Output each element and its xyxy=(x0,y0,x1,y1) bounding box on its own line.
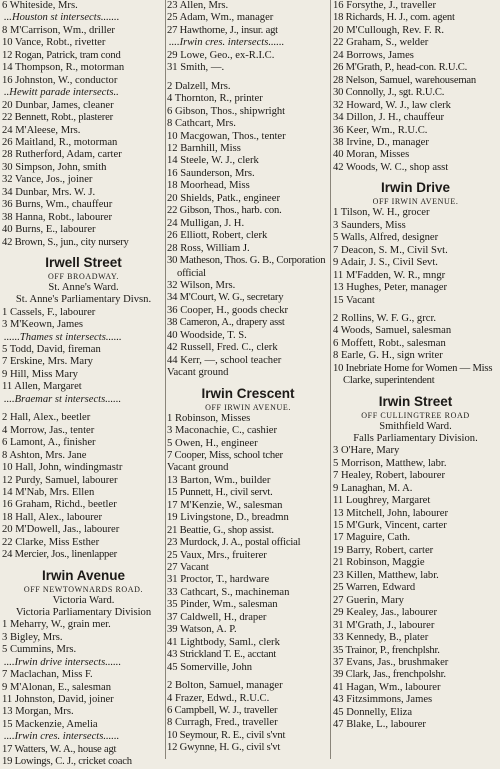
residents-list xyxy=(333,207,498,387)
directory-entry: 23 Murdock, J. A., postal official xyxy=(167,537,301,549)
directory-entry: 9 Adair, J. S., Civil Sevt. xyxy=(333,257,438,269)
directory-entry: 35 Pinder, Wm., salesman xyxy=(167,599,278,611)
directory-entry: 2 Hall, Alex., beetler xyxy=(2,412,91,424)
directory-entry: Vacant ground xyxy=(167,367,229,379)
directory-entry: 44 Kerr, —, school teacher xyxy=(167,354,282,366)
directory-entry: 38 Cameron, A., drapery asst xyxy=(167,317,285,329)
directory-entry: 18 Richards, H. J., com. agent xyxy=(333,12,455,24)
directory-entry: 27 Guerin, Mary xyxy=(333,594,404,606)
directory-entry: 10 Macgowan, Thos., tenter xyxy=(167,130,286,142)
directory-entry: 32 Howard, W. J., law clerk xyxy=(333,99,451,111)
directory-entry: 25 Warren, Edward xyxy=(333,582,416,594)
directory-entry: 9 Hill, Miss Mary xyxy=(2,368,78,380)
directory-entry: 7 Healey, Robert, labourer xyxy=(333,470,445,482)
directory-entry: 8 M'Carrison, Wm., driller xyxy=(2,24,115,36)
directory-entry: 28 Nelson, Samuel, warehouseman xyxy=(333,74,476,86)
directory-entry: 25 Vaux, Mrs., fruiterer xyxy=(167,549,267,561)
directory-entry: 28 Ross, William J. xyxy=(167,242,250,254)
directory-entry: 34 Dunbar, Mrs. W. J. xyxy=(2,186,96,198)
directory-entry: 40 Moran, Misses xyxy=(333,149,410,161)
directory-entry: 14 Thompson, R., motorman xyxy=(2,62,125,74)
directory-entry: 36 Keer, Wm., R.U.C. xyxy=(333,124,428,136)
directory-entry: 19 Lowings, C. J., cricket coach xyxy=(2,756,132,768)
directory-entry: 11 Allen, Margaret xyxy=(2,381,82,393)
directory-entry: 16 Johnston, W., conductor xyxy=(2,74,118,86)
residents-list xyxy=(2,307,165,562)
directory-entry: 1 Cassels, F., labourer xyxy=(2,306,96,318)
column-1 xyxy=(2,0,165,768)
directory-entry: 7 Maclachan, Miss F. xyxy=(2,669,93,681)
directory-entry: 12 Gwynne, H. G., civil s'vt xyxy=(167,742,281,754)
column-3 xyxy=(333,0,498,759)
directory-entry: 18 Hall, Alex., labourer xyxy=(2,511,103,523)
street-location: OFF CULLINGTREE ROAD xyxy=(361,410,470,420)
street-heading: Irwin Drive xyxy=(380,180,451,196)
directory-entry: 10 Inebriate Home for Women — Miss Clarke, superintendent xyxy=(333,362,493,387)
directory-entry: 16 Forsythe, J., traveller xyxy=(333,0,436,11)
ward-name: St. Anne's Ward. xyxy=(48,282,119,294)
directory-entry: 3 Bigley, Mrs. xyxy=(2,631,63,643)
directory-entry: 26 Maitland, R., motorman xyxy=(2,136,118,148)
directory-entry: 4 Thornton, R., printer xyxy=(167,93,263,105)
directory-entry: 12 Rogan, Patrick, tram cond xyxy=(2,49,121,61)
directory-entry: 9 M'Alonan, E., salesman xyxy=(2,681,112,693)
street-heading: Irwin Crescent xyxy=(201,385,295,401)
directory-entry: 12 Purdy, Samuel, labourer xyxy=(2,474,118,486)
directory-entry: 24 Mulligan, J. H. xyxy=(167,217,245,229)
street-location: OFF IRWIN AVENUE. xyxy=(372,197,459,207)
directory-entry: 30 Simpson, John, smith xyxy=(2,161,107,173)
directory-entry: 6 Gibson, Thos., shipwright xyxy=(167,105,286,117)
directory-entry: 10 Hall, John, windingmastr xyxy=(2,462,123,474)
directory-entry: 20 M'Cullough, Rev. F. R. xyxy=(333,24,445,36)
directory-entry: 3 M'Keown, James xyxy=(2,319,84,331)
directory-entry: 4 Morrow, Jas., tenter xyxy=(2,424,95,436)
directory-entry: 33 Cathcart, S., machineman xyxy=(167,586,290,598)
directory-entry: 41 Hagan, Wm., labourer xyxy=(333,681,441,693)
directory-entry: 34 M'Court, W. G., secretary xyxy=(167,292,284,304)
directory-entry: 15 M'Gurk, Vincent, carter xyxy=(333,520,447,531)
directory-entry: 42 Brown, S., jun., city nursery xyxy=(2,236,129,248)
directory-entry: 42 Woods, W. C., shop asst xyxy=(333,161,449,173)
directory-entry: 2 Dalzell, Mrs. xyxy=(167,80,231,92)
directory-entry: 13 Morgan, Mrs. xyxy=(2,706,74,718)
street-location: OFF NEWTOWNARDS ROAD. xyxy=(23,584,144,594)
directory-entry: 8 Cathcart, Mrs. xyxy=(167,118,236,130)
directory-entry: 5 Owen, H., engineer xyxy=(167,437,258,449)
intersection-note: ....Irwin cres. intersects...... xyxy=(4,731,120,743)
directory-entry: 43 Strickland T. E., acctant xyxy=(167,649,277,661)
directory-entry: 30 Connolly, J., sgt. R.U.C. xyxy=(333,87,445,99)
directory-entry: 8 Curragh, Fred., traveller xyxy=(167,717,278,729)
intersection-note: ....Braemar st intersects...... xyxy=(4,393,122,405)
directory-entry: 24 M'Aleese, Mrs. xyxy=(2,124,81,136)
directory-entry: 11 M'Fadden, W. R., mngr xyxy=(333,269,446,281)
directory-entry: 19 Barry, Robert, carter xyxy=(333,544,434,556)
continued-street-list xyxy=(2,0,165,249)
intersection-note: ....Irwin drive intersects...... xyxy=(4,656,122,668)
directory-entry: 24 Borrows, James xyxy=(333,49,414,61)
directory-entry: 13 Barton, Wm., builder xyxy=(167,474,271,486)
directory-entry: 2 Bolton, Samuel, manager xyxy=(167,680,283,692)
directory-entry: 40 Woodside, T. S. xyxy=(167,329,247,341)
directory-entry: 6 Campbell, W. J., traveller xyxy=(167,705,278,717)
street-location: OFF BROADWAY. xyxy=(48,272,119,282)
directory-entry: 11 Loughrey, Margaret xyxy=(333,495,431,507)
directory-entry: 28 Rutherford, Adam, carter xyxy=(2,149,122,161)
directory-entry: 3 O'Hare, Mary xyxy=(333,445,400,457)
residents-list xyxy=(2,619,165,768)
directory-entry: 8 Earle, G. H., sign writer xyxy=(333,350,443,362)
parliamentary-division: St. Anne's Parliamentary Divsn. xyxy=(15,294,152,306)
street-section-irwin-street xyxy=(333,394,498,732)
directory-entry: 39 Watson, A. P. xyxy=(167,624,237,636)
ward-name: Victoria Ward. xyxy=(52,594,115,606)
directory-entry: 16 Graham, Richd., beetler xyxy=(2,499,117,511)
directory-entry: 1 Meharry, W., grain mer. xyxy=(2,619,111,631)
directory-entry: 26 Elliott, Robert, clerk xyxy=(167,230,268,242)
directory-entry: 33 Kennedy, B., plater xyxy=(333,632,429,644)
directory-entry: 11 Johnston, David, joiner xyxy=(2,694,114,706)
directory-entry: 5 Morrison, Matthew, labr. xyxy=(333,457,447,469)
directory-entry: 5 Cummins, Mrs. xyxy=(2,644,77,656)
directory-entry: 8 Ashton, Mrs. Jane xyxy=(2,449,87,461)
directory-entry: 42 Russell, Fred. C., clerk xyxy=(167,342,278,354)
column-2 xyxy=(167,0,329,759)
directory-entry: 18 Moorhead, Miss xyxy=(167,180,250,192)
directory-entry: 41 Lightbody, Saml., clerk xyxy=(167,636,280,648)
directory-entry: 26 M'Grath, P., head-con. R.U.C. xyxy=(333,62,468,74)
directory-entry: 10 Vance, Robt., rivetter xyxy=(2,37,106,49)
directory-entry: 7 Deacon, S. M., Civil Svt. xyxy=(333,244,448,256)
street-heading: Irwin Avenue xyxy=(41,567,126,583)
directory-entry: 22 Graham, S., welder xyxy=(333,37,429,49)
directory-entry: 13 Mitchell, John, labourer xyxy=(333,507,449,519)
directory-entry: 15 Mackenzie, Amelia xyxy=(2,718,98,730)
directory-entry: 27 Vacant xyxy=(167,562,209,574)
directory-entry: 14 M'Nab, Mrs. Ellen xyxy=(2,487,95,498)
directory-entry: 5 Walls, Alfred, designer xyxy=(333,232,439,244)
directory-entry: 37 Evans, Jas., brushmaker xyxy=(333,656,449,668)
directory-entry: 27 Hawthorne, J., insur. agt xyxy=(167,24,278,36)
parliamentary-division: Falls Parliamentary Division. xyxy=(353,432,478,444)
directory-entry: 17 Maguire, Cath. xyxy=(333,532,411,544)
directory-entry: 23 Killen, Matthew, labr. xyxy=(333,569,439,581)
continued-street-list xyxy=(333,0,498,174)
directory-entry: 25 Adam, Wm., manager xyxy=(167,12,274,24)
directory-entry: 21 Beattie, G., shop assist. xyxy=(167,524,274,536)
street-section-irwin-avenue xyxy=(2,568,165,769)
street-heading: Irwin Street xyxy=(378,393,453,409)
directory-entry: 22 Bennett, Robt., plasterer xyxy=(2,112,113,124)
intersection-note: ..Hewitt parade intersects.. xyxy=(4,87,119,99)
directory-entry: 6 Moffett, Robt., salesman xyxy=(333,337,446,349)
directory-entry: 15 Punnett, H., civil servt. xyxy=(167,487,273,499)
directory-entry: 31 Smith, —. xyxy=(167,62,225,74)
directory-entry: 23 Allen, Mrs. xyxy=(167,0,229,11)
directory-entry: 45 Somerville, John xyxy=(167,661,253,673)
directory-entry: 32 Vance, Jos., joiner xyxy=(2,174,93,186)
directory-entry: 6 Whiteside, Mrs. xyxy=(2,0,78,11)
directory-entry: 20 M'Dowell, Jas., labourer xyxy=(2,524,120,536)
residents-list xyxy=(333,445,498,731)
street-section-irwin-drive xyxy=(333,180,498,387)
directory-entry: 13 Hughes, Peter, manager xyxy=(333,282,448,294)
directory-entry: Vacant ground xyxy=(167,462,229,474)
directory-entry: 9 Lanaghan, M. A. xyxy=(333,482,413,494)
directory-entry: 38 Hanna, Robt., labourer xyxy=(2,211,113,223)
directory-entry: 15 Vacant xyxy=(333,294,375,306)
directory-entry: 36 Cooper, H., goods checkr xyxy=(167,304,289,316)
directory-entry: 29 Kealey, Jas., labourer xyxy=(333,607,438,619)
directory-entry: 30 Matheson, Thos. G. B., Corporation official xyxy=(167,255,326,279)
directory-entry: 22 Gibson, Thos., harb. con. xyxy=(167,205,282,217)
directory-entry: 29 Lowe, Geo., ex-R.I.C. xyxy=(167,49,275,61)
ward-name: Smithfield Ward. xyxy=(379,420,452,432)
intersection-note: ...Houston st intersects....... xyxy=(4,12,120,24)
residents-list xyxy=(167,413,329,755)
directory-entry: 3 Saunders, Miss xyxy=(333,219,406,231)
street-section-irwell-street xyxy=(2,255,165,562)
directory-entry: 4 Woods, Samuel, salesman xyxy=(333,325,452,337)
directory-entry: 3 Maconachie, C., cashier xyxy=(167,425,278,437)
directory-entry: 22 Clarke, Miss Esther xyxy=(2,536,100,548)
directory-entry: 2 Rollins, W. F. G., grcr. xyxy=(333,312,437,324)
intersection-note: ......Thames st intersects...... xyxy=(4,331,122,343)
directory-entry: 24 Mercier, Jos., linenlapper xyxy=(2,549,117,561)
directory-entry: 32 Wilson, Mrs. xyxy=(167,279,236,291)
intersection-note: ....Irwin cres. intersects...... xyxy=(169,37,285,49)
directory-entry: 31 M'Grath, J., labourer xyxy=(333,619,435,631)
directory-entry: 16 Saunderson, Mrs. xyxy=(167,167,255,179)
directory-entry: 14 Steele, W. J., clerk xyxy=(167,155,259,167)
directory-entry: 5 Todd, David, fireman xyxy=(2,344,101,356)
directory-entry: 1 Robinson, Misses xyxy=(167,412,251,424)
street-section-irwin-crescent xyxy=(167,386,329,755)
directory-entry: 1 Tilson, W. H., grocer xyxy=(333,207,430,219)
directory-entry: 43 Fitzsimmons, James xyxy=(333,694,433,706)
directory-entry: 36 Burns, Wm., chauffeur xyxy=(2,199,113,211)
directory-entry: 34 Dillon, J. H., chauffeur xyxy=(333,112,445,124)
directory-entry: 39 Clark, Jas., frenchpolshr. xyxy=(333,669,446,681)
directory-entry: 37 Caldwell, H., draper xyxy=(167,611,267,623)
directory-entry: 19 Livingstone, D., breadmn xyxy=(167,512,289,524)
directory-entry: 40 Burns, E., labourer xyxy=(2,224,96,236)
column-rule xyxy=(330,0,331,759)
directory-entry: 12 Barnhill, Miss xyxy=(167,142,241,154)
directory-entry: 38 Irvine, D., manager xyxy=(333,136,429,148)
directory-entry: 45 Donnelly, Eliza xyxy=(333,706,413,718)
directory-entry: 10 Seymour, R. E., civil s'vnt xyxy=(167,729,286,741)
directory-entry: 35 Trainor, P., frenchplshr. xyxy=(333,644,440,656)
directory-entry: 7 Cooper, Miss, school tcher xyxy=(167,449,283,461)
directory-entry: 31 Proctor, T., hardware xyxy=(167,574,270,586)
directory-entry: 6 Lamont, A., finisher xyxy=(2,437,96,449)
directory-entry: 21 Robinson, Maggie xyxy=(333,557,425,569)
continued-street-list xyxy=(167,0,329,380)
street-heading: Irwell Street xyxy=(45,255,122,271)
directory-entry: 20 Shields, Patk., engineer xyxy=(167,192,280,204)
column-rule xyxy=(165,0,166,759)
directory-entry: 47 Blake, L., labourer xyxy=(333,719,426,731)
directory-entry: 20 Dunbar, James, cleaner xyxy=(2,99,114,111)
directory-entry: 17 M'Kenzie, W., salesman xyxy=(167,499,283,511)
directory-entry: 4 Frazer, Edwd., R.U.C. xyxy=(167,692,270,704)
street-location: OFF IRWIN AVENUE. xyxy=(205,402,291,412)
directory-entry: 7 Erskine, Mrs. Mary xyxy=(2,356,93,368)
directory-entry: 17 Watters, W. A., house agt xyxy=(2,743,117,755)
parliamentary-division: Victoria Parliamentary Division xyxy=(15,607,152,619)
